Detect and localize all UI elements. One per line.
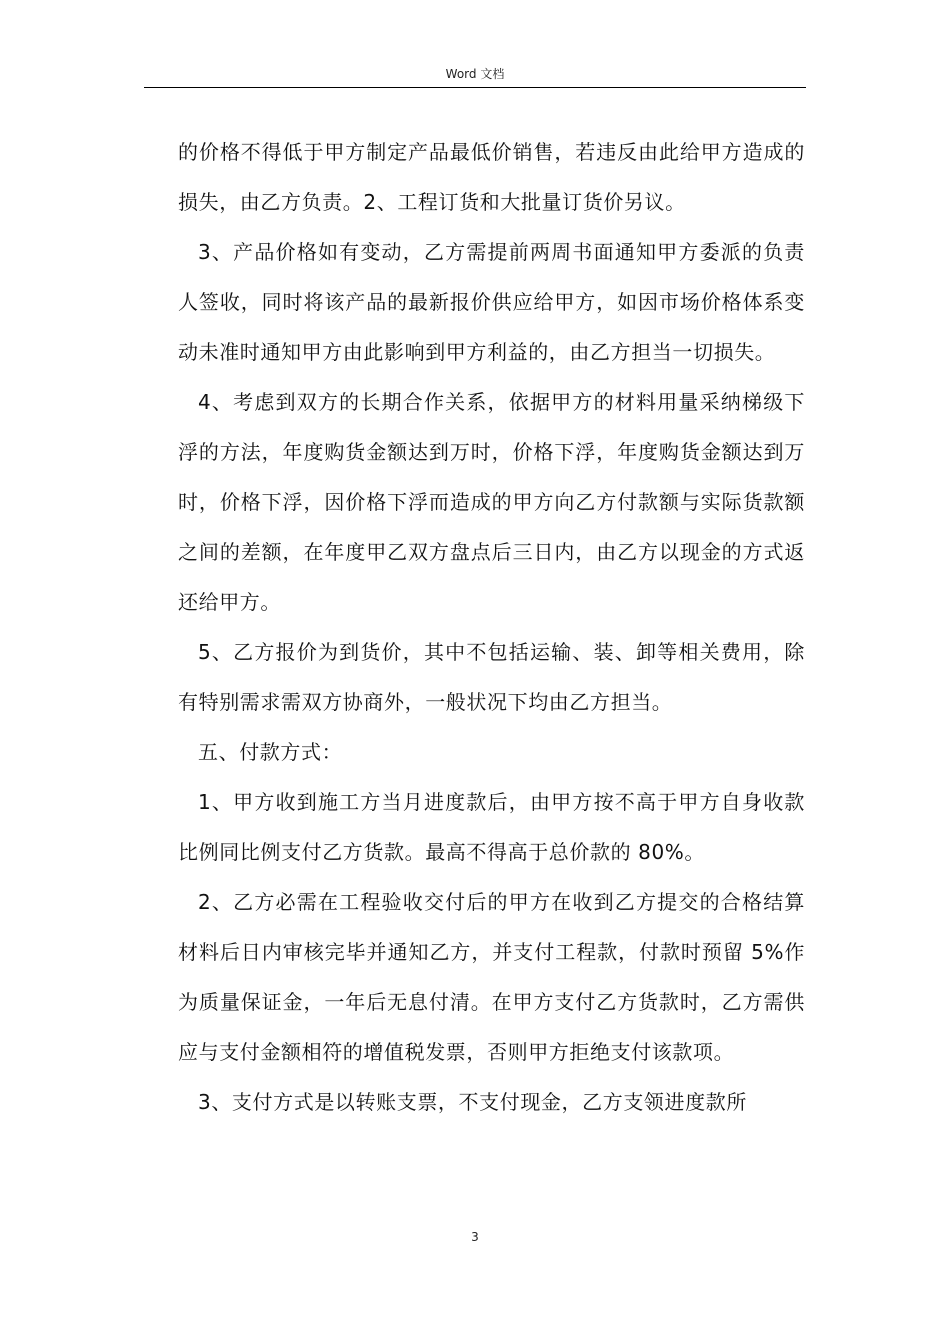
header-divider	[144, 87, 806, 88]
page-number: 3	[471, 1230, 479, 1244]
paragraph-price-floor: 的价格不得低于甲方制定产品最低价销售，若违反由此给甲方造成的损失，由乙方负责。2、工程订货和大批量订货价另议。	[178, 140, 805, 214]
paragraph-payment-ratio: 1、甲方收到施工方当月进度款后，由甲方按不高于甲方自身收款比例同比例支付乙方货款。最高不得高于总价款的 80%。	[178, 790, 805, 864]
page-header: Word 文档	[445, 67, 505, 81]
document-body	[178, 127, 805, 1127]
paragraph-payment-method: 3、支付方式是以转账支票，不支付现金，乙方支领进度款所	[198, 1090, 747, 1114]
paragraph-delivered-price: 5、乙方报价为到货价，其中不包括运输、装、卸等相关费用，除有特别需求需双方协商外，一般状况下均由乙方担当。	[178, 640, 805, 714]
paragraph-tiered-discount: 4、考虑到双方的长期合作关系，依据甲方的材料用量采纳梯级下浮的方法，年度购货金额达到万时，价格下浮，年度购货金额达到万时，价格下浮，因价格下浮而造成的甲方向乙方付款额与实际货款额之间的差额，在年度甲乙双方盘点后三日内，由乙方以现金的方式返还给甲方。	[178, 390, 805, 614]
paragraph-settlement: 2、乙方必需在工程验收交付后的甲方在收到乙方提交的合格结算材料后日内审核完毕并通知乙方，并支付工程款，付款时预留 5%作为质量保证金，一年后无息付清。在甲方支付乙方货款时，乙方需供应与支付金额相符的增值税发票，否则甲方拒绝支付该款项。	[178, 890, 805, 1064]
paragraph-price-change: 3、产品价格如有变动，乙方需提前两周书面通知甲方委派的负责人签收，同时将该产品的最新报价供应给甲方，如因市场价格体系变动未准时通知甲方由此影响到甲方利益的，由乙方担当一切损失。	[178, 240, 805, 364]
section-heading-payment: 五、付款方式：	[198, 740, 343, 764]
